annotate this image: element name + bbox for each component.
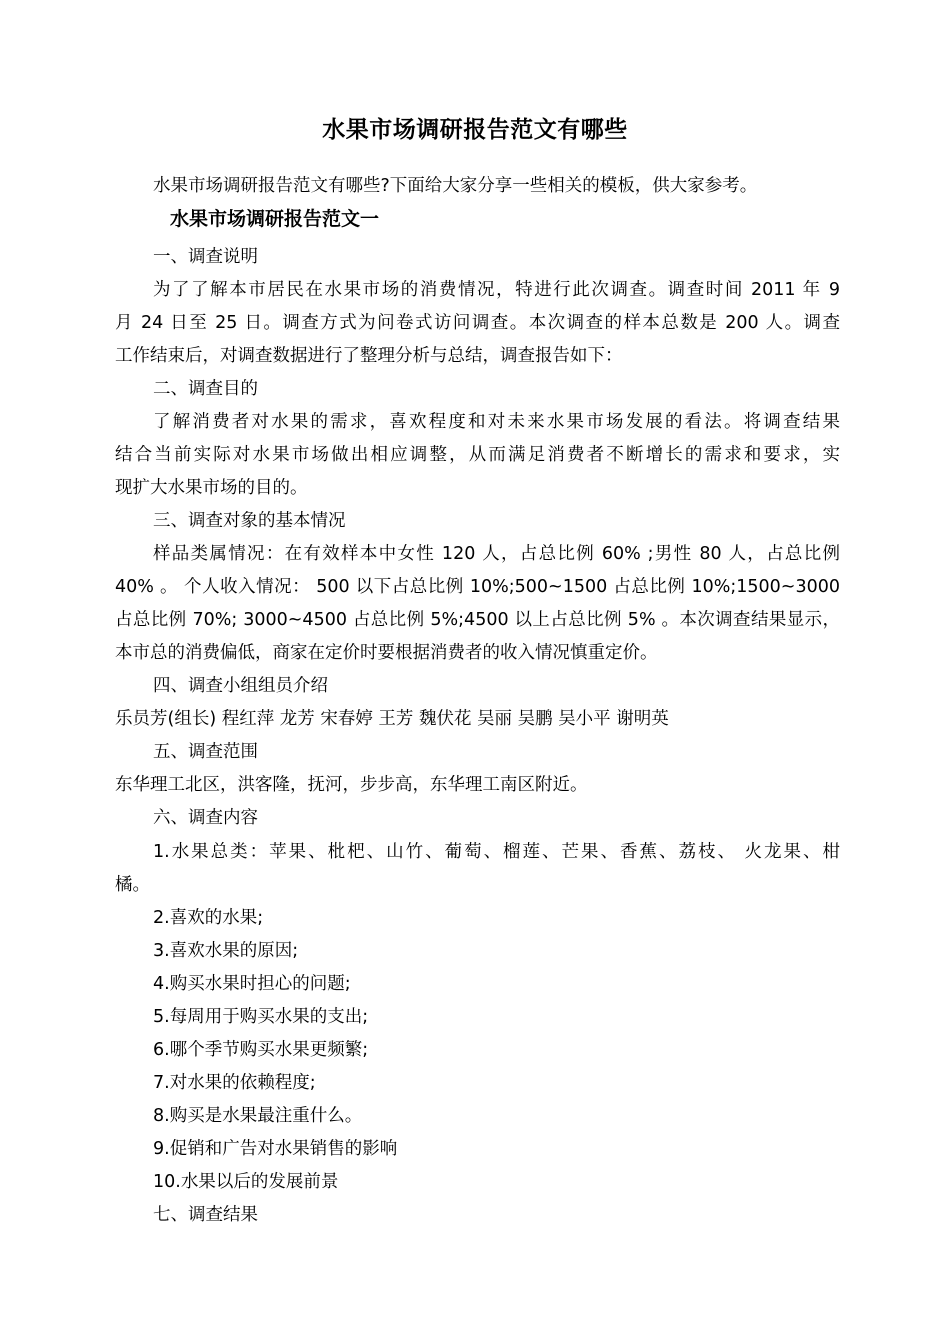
heading-3: 三、调查对象的基本情况 [153,511,346,531]
paragraph-line: 占总比例 70%; 3000~4500 占总比例 5%;4500 以上占总比例 5% 。本次调查结果显示， [115,610,840,630]
list-item: 10.水果以后的发展前景 [153,1172,339,1192]
document-title: 水果市场调研报告范文有哪些 [322,117,628,143]
paragraph-line: 月 24 日至 25 日。调查方式为问卷式访问调查。本次调查的样本总数是 200 人。调查 [115,313,840,333]
list-item: 3.喜欢水果的原因; [153,941,299,961]
paragraph-line: 工作结束后，对调查数据进行了整理分析与总结，调查报告如下： [115,346,623,366]
section-title: 水果市场调研报告范文一 [170,208,380,230]
list-item: 5.每周用于购买水果的支出; [153,1007,369,1027]
list-item: 1.水果总类：苹果、枇杷、山竹、葡萄、榴莲、芒果、香蕉、荔枝、 火龙果、柑 [153,842,840,862]
paragraph-line: 东华理工北区，洪客隆，抚河，步步高，东华理工南区附近。 [115,775,588,795]
list-item: 6.哪个季节购买水果更频繁; [153,1040,369,1060]
list-item: 4.购买水果时担心的问题; [153,974,351,994]
paragraph-line: 本市总的消费偏低，商家在定价时要根据消费者的收入情况慎重定价。 [115,643,658,663]
paragraph-line: 为了了解本市居民在水果市场的消费情况，特进行此次调查。调查时间 2011 年 9 [153,280,840,300]
heading-4: 四、调查小组组员介绍 [153,676,328,696]
heading-6: 六、调查内容 [153,808,258,828]
paragraph-line: 结合当前实际对水果市场做出相应调整，从而满足消费者不断增长的需求和要求，实 [115,445,840,465]
list-item: 9.促销和广告对水果销售的影响 [153,1139,398,1159]
heading-2: 二、调查目的 [153,379,258,399]
list-item: 2.喜欢的水果; [153,908,264,928]
heading-5: 五、调查范围 [153,742,258,762]
list-item: 8.购买是水果最注重什么。 [153,1106,363,1126]
paragraph-line: 现扩大水果市场的目的。 [115,478,308,498]
list-item: 7.对水果的依赖程度; [153,1073,316,1093]
paragraph-line: 40% 。 个人收入情况： 500 以下占总比例 10%;500~1500 占总比例 10%;1500~3000 [115,577,840,597]
heading-7: 七、调查结果 [153,1205,258,1225]
heading-1: 一、调查说明 [153,247,258,267]
paragraph-line: 乐员芳(组长) 程红萍 龙芳 宋春婷 王芳 魏伏花 吴丽 吴鹏 吴小平 谢明英 [115,709,669,729]
list-item: 橘。 [115,875,150,895]
intro-paragraph: 水果市场调研报告范文有哪些?下面给大家分享一些相关的模板，供大家参考。 [153,176,758,196]
paragraph-line: 样品类属情况：在有效样本中女性 120 人，占总比例 60% ;男性 80 人，占总比例 [153,544,840,564]
paragraph-line: 了解消费者对水果的需求，喜欢程度和对未来水果市场发展的看法。将调查结果 [153,412,840,432]
